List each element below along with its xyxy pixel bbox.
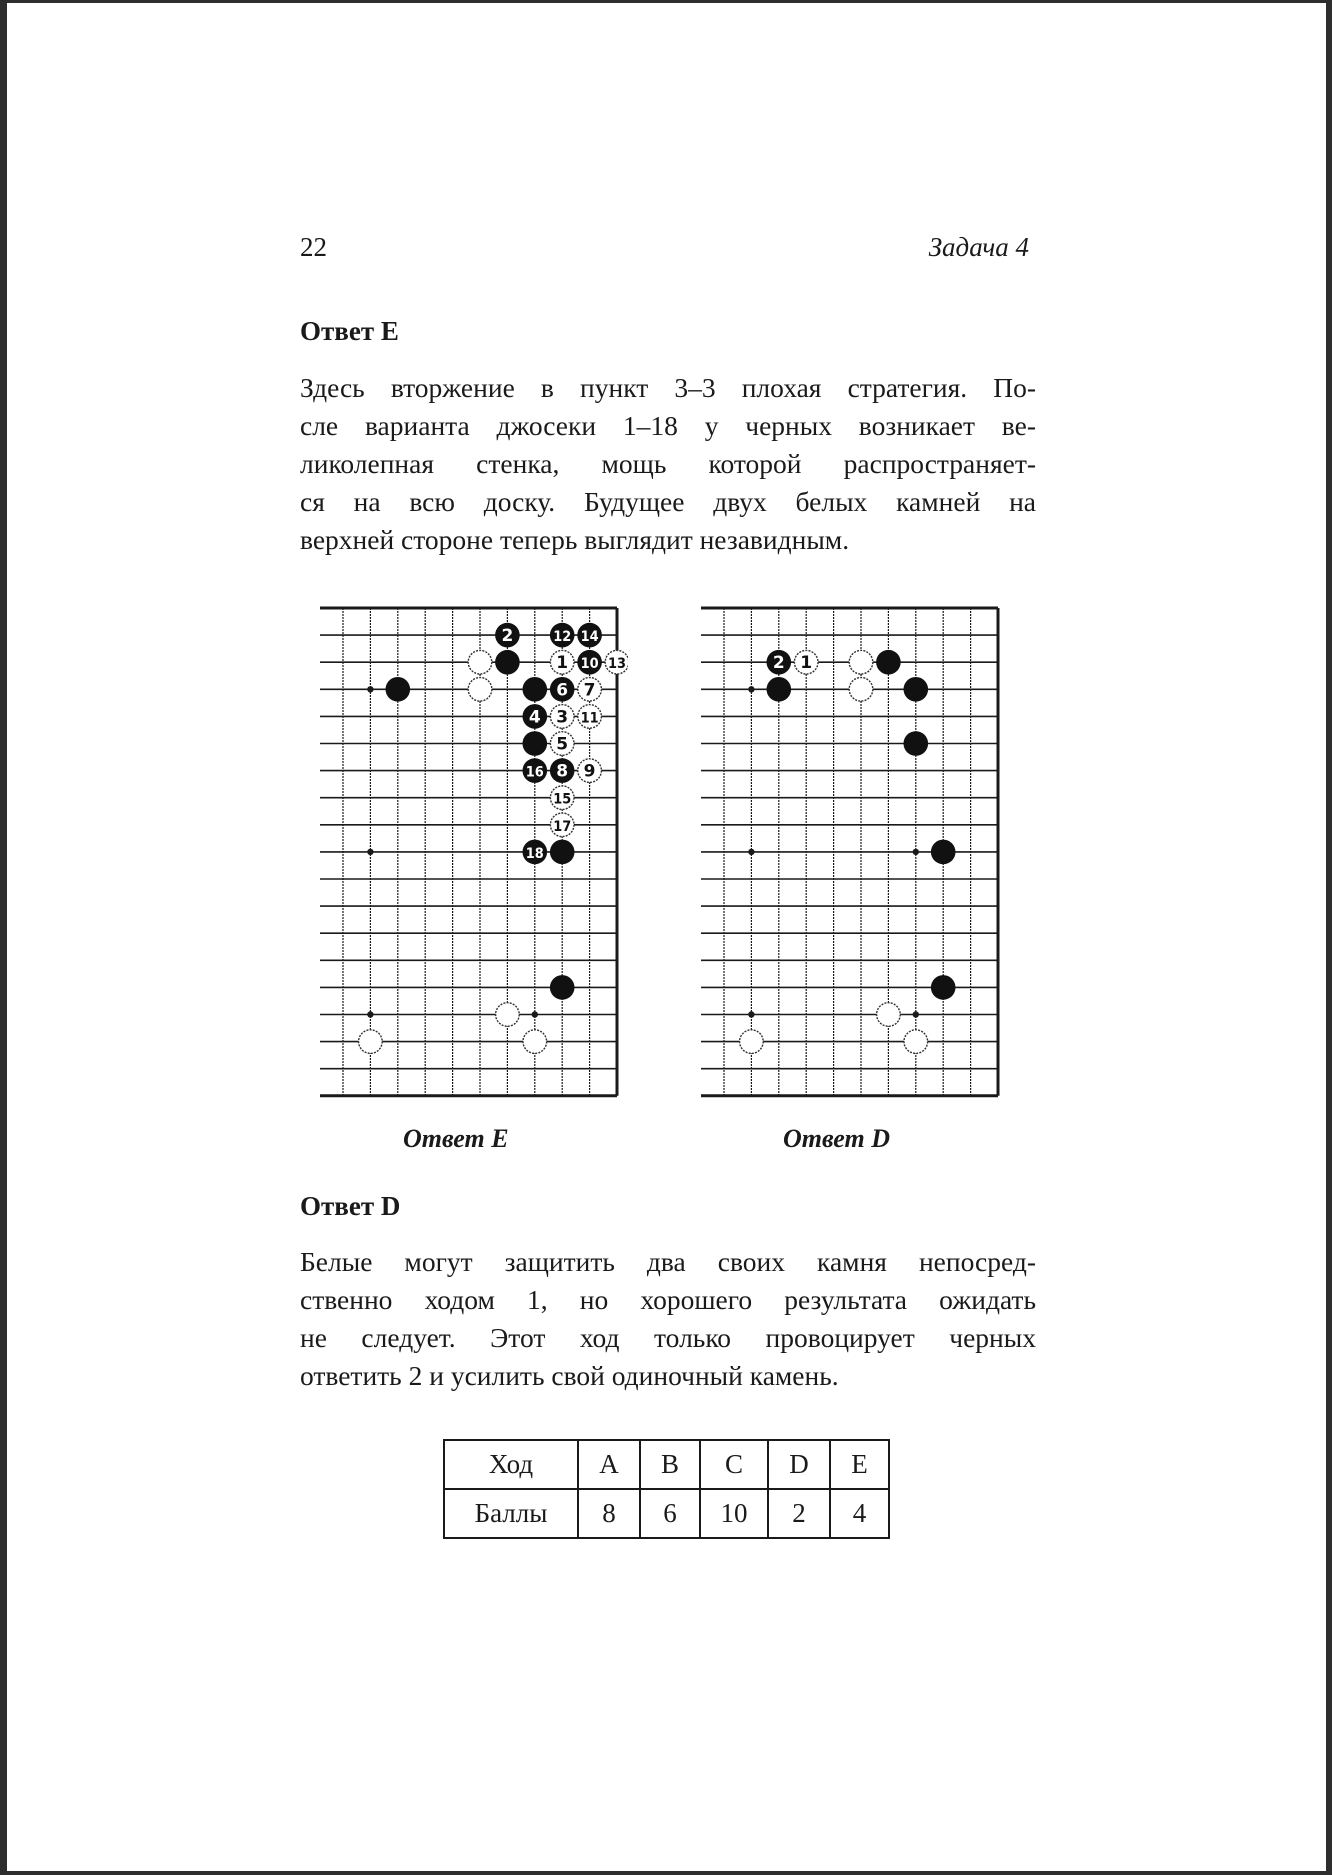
chapter-title: Задача 4 <box>928 232 1029 262</box>
move-cell: C <box>700 1440 768 1489</box>
white-stone <box>605 650 628 674</box>
white-stone <box>877 1003 901 1027</box>
move-number: 4 <box>528 707 541 728</box>
move-number: 5 <box>556 734 569 755</box>
text-line: не следует. Этот ход только провоцирует черных <box>300 1322 1036 1353</box>
white-stone <box>904 1030 928 1054</box>
white-stone <box>550 786 574 810</box>
move-number: 7 <box>583 680 596 701</box>
white-stone <box>550 813 574 837</box>
move-cell: B <box>640 1440 700 1489</box>
diagram-caption-e: Ответ E <box>403 1124 509 1153</box>
star-point-icon <box>913 1011 919 1017</box>
white-stone <box>578 678 602 702</box>
black-stone <box>523 704 548 729</box>
table-row-moves <box>444 1440 889 1489</box>
move-number: 9 <box>583 761 596 782</box>
move-number: 1 <box>556 653 569 674</box>
white-stone <box>794 650 818 674</box>
move-number: 14 <box>580 629 599 646</box>
black-stone <box>386 677 411 702</box>
black-stone <box>523 677 548 702</box>
points-cell: 6 <box>640 1489 700 1538</box>
white-stone <box>849 650 873 674</box>
text-line: ответить 2 и усилить свой одиночный камень. <box>300 1360 839 1391</box>
black-stone <box>523 731 548 756</box>
star-point-icon <box>367 1011 373 1017</box>
move-number: 6 <box>556 680 569 701</box>
white-stone <box>550 732 574 756</box>
text-line: Здесь вторжение в пункт 3–3 плохая стратегия. По- <box>300 372 1036 403</box>
black-stone <box>550 975 575 1000</box>
move-number: 2 <box>772 653 785 674</box>
paragraph-answer-d <box>300 1243 1036 1395</box>
move-number: 3 <box>556 707 569 728</box>
text-line: ственно ходом 1, но хорошего результата ожидать <box>300 1284 1036 1315</box>
text-line: ся на всю доску. Будущее двух белых камней на <box>300 486 1036 517</box>
move-cell: E <box>830 1440 889 1489</box>
black-stone <box>904 731 929 756</box>
white-stone <box>359 1030 383 1054</box>
white-stone <box>550 705 574 729</box>
white-stone <box>849 678 873 702</box>
move-number: 8 <box>556 761 569 782</box>
page-number: 22 <box>300 232 327 262</box>
black-stone <box>931 975 956 1000</box>
text-line: верхней стороне теперь выглядит незавидным. <box>300 524 850 555</box>
move-number: 17 <box>553 818 572 835</box>
move-number: 18 <box>525 845 544 862</box>
star-point-icon <box>748 1011 754 1017</box>
points-cell: 2 <box>768 1489 830 1538</box>
move-number: 12 <box>553 629 572 646</box>
black-stone <box>767 650 792 675</box>
move-number: 13 <box>608 656 626 673</box>
move-cell: A <box>578 1440 640 1489</box>
white-stone <box>740 1030 764 1054</box>
diagram-caption-d: Ответ D <box>783 1124 890 1153</box>
black-stone <box>577 650 602 675</box>
black-stone <box>550 758 575 783</box>
score-table <box>443 1439 890 1539</box>
black-stone <box>550 840 575 865</box>
black-stone <box>876 650 901 675</box>
black-stone <box>550 677 575 702</box>
black-stone <box>523 840 548 865</box>
text-line: Белые могут защитить два своих камня непосред- <box>300 1246 1036 1277</box>
star-point-icon <box>748 686 754 692</box>
text-line: сле варианта джосеки 1–18 у черных возникает ве- <box>300 410 1036 441</box>
points-cell: 10 <box>700 1489 768 1538</box>
move-number: 15 <box>553 791 572 808</box>
go-diagram-answer-d <box>697 597 1009 1100</box>
black-stone <box>931 840 956 865</box>
move-number: 10 <box>580 656 599 673</box>
book-page <box>7 3 1326 1871</box>
paragraph-answer-e <box>300 369 1036 559</box>
white-stone <box>578 759 602 783</box>
move-cell: D <box>768 1440 830 1489</box>
white-stone <box>468 678 492 702</box>
black-stone <box>904 677 929 702</box>
text-line: ликолепная стенка, мощь которой распространяет- <box>300 448 1036 479</box>
row-header-move: Ход <box>444 1440 578 1489</box>
black-stone <box>577 623 602 648</box>
move-number: 11 <box>580 710 599 727</box>
go-diagram-answer-e <box>316 597 628 1100</box>
star-point-icon <box>532 1011 538 1017</box>
row-header-points: Баллы <box>444 1489 578 1538</box>
star-point-icon <box>913 849 919 855</box>
white-stone <box>496 1003 520 1027</box>
move-number: 1 <box>800 653 813 674</box>
black-stone <box>495 623 520 648</box>
points-cell: 8 <box>578 1489 640 1538</box>
points-cell: 4 <box>830 1489 889 1538</box>
move-number: 2 <box>501 626 514 647</box>
star-point-icon <box>748 849 754 855</box>
star-point-icon <box>367 686 373 692</box>
black-stone <box>550 623 575 648</box>
section-heading-answer-e: Ответ E <box>300 316 399 346</box>
table-row-points <box>444 1489 889 1538</box>
white-stone <box>523 1030 547 1054</box>
star-point-icon <box>367 849 373 855</box>
black-stone <box>495 650 520 675</box>
black-stone <box>523 758 548 783</box>
white-stone <box>550 650 574 674</box>
move-number: 16 <box>525 764 544 781</box>
black-stone <box>767 677 792 702</box>
white-stone <box>578 705 602 729</box>
white-stone <box>468 650 492 674</box>
section-heading-answer-d: Ответ D <box>300 1191 401 1221</box>
